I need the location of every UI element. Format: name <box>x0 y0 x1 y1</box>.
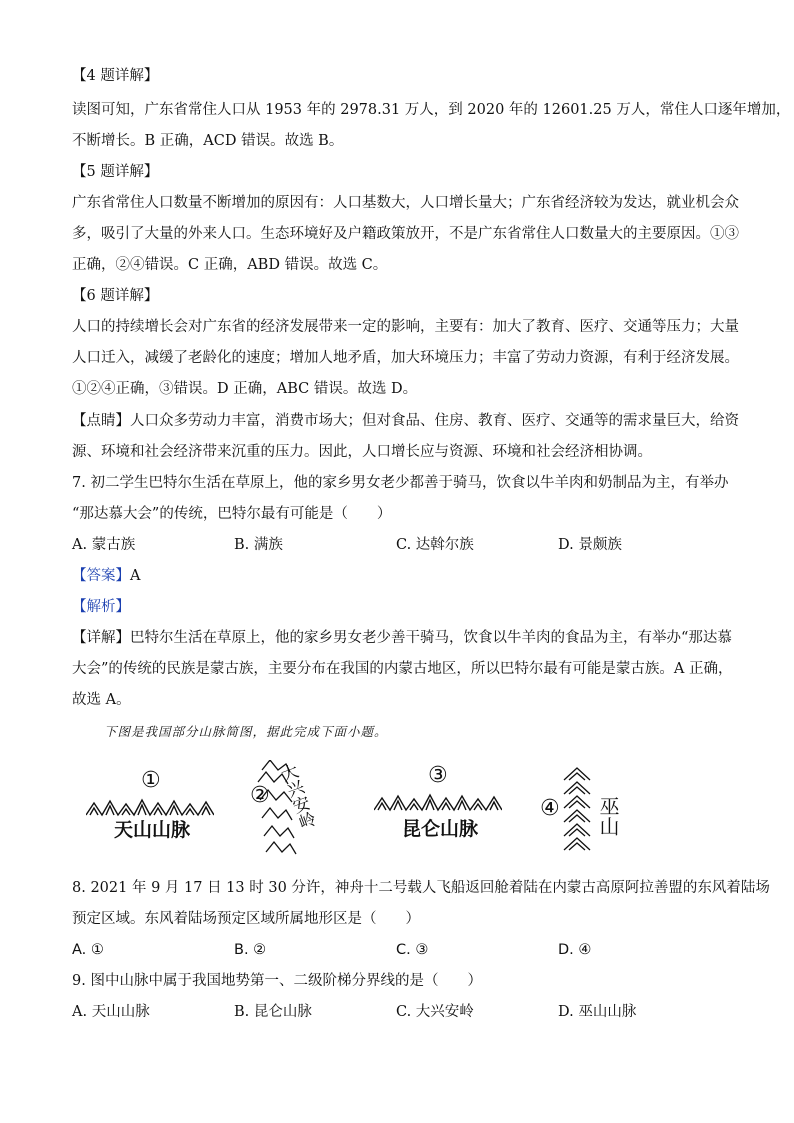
q8-option-b: B. ② <box>234 942 267 958</box>
answer-line <box>72 566 140 586</box>
paragraph-line: 广东省常住人口数量不断增加的原因有：人口基数大，人口增长量大；广东省经济较为发达，就业机会众 <box>72 195 739 211</box>
section-heading-q5: 【5 题详解】 <box>72 164 159 180</box>
paragraph-line: 人口的持续增长会对广东省的经济发展带来一定的影响，主要有：加大了教育、医疗、交通等压力；大量 <box>72 319 739 335</box>
paragraph-line: 正确，②④错误。C 正确，ABD 错误。故选 C。 <box>72 257 388 273</box>
answer-label: 【答案】 <box>72 568 130 584</box>
mountain-3-number: ③ <box>428 763 448 788</box>
mountain-range-icon <box>86 795 214 817</box>
analysis-label: 【解析】 <box>72 599 130 615</box>
paragraph-line: 人口迁入，减缓了老龄化的速度；增加人地矛盾，加大环境压力；丰富了劳动力资源，有利于经济发展。 <box>72 350 739 366</box>
section-heading-q6: 【6 题详解】 <box>72 288 159 304</box>
mountain-4-label: 巫山 <box>596 796 620 836</box>
mountain-2-label: 大兴安岭 <box>275 761 318 833</box>
q7-option-c: C. 达斡尔族 <box>396 537 474 553</box>
question-7-stem: 7. 初二学生巴特尔生活在草原上，他的家乡男女老少都善于骑马，饮食以牛羊肉和奶制品为主，有举办 <box>72 475 729 491</box>
question-8-stem: 8. 2021 年 9 月 17 日 13 时 30 分许，神舟十二号载人飞船返回舱着陆在内蒙古高原阿拉善盟的东风着陆场 <box>72 880 770 896</box>
question-7-stem: “那达慕大会”的传统，巴特尔最有可能是（ ） <box>72 506 392 522</box>
q7-option-d: D. 景颇族 <box>558 537 622 553</box>
detail-paragraph-line: 大会”的传统的民族是蒙古族，主要分布在我国的内蒙古地区，所以巴特尔最有可能是蒙古族。A 正确， <box>72 661 733 677</box>
mountain-3-label: 昆仑山脉 <box>402 818 479 840</box>
mountain-range-icon <box>562 766 592 858</box>
detail-paragraph-line: 【详解】巴特尔生活在草原上，他的家乡男女老少善干骑马，饮食以牛羊肉的食品为主，有举办“那达慕 <box>72 630 732 646</box>
q7-option-a: A. 蒙古族 <box>72 537 136 553</box>
q9-option-b: B. 昆仑山脉 <box>234 1004 312 1020</box>
q7-option-b: B. 满族 <box>234 537 283 553</box>
question-9-stem: 9. 图中山脉中属于我国地势第一、二级阶梯分界线的是（ ） <box>72 973 482 989</box>
q8-option-d: D. ④ <box>558 942 592 958</box>
mountain-4-number: ④ <box>540 796 560 821</box>
mountain-1-number: ① <box>141 768 161 793</box>
q8-option-a: A. ① <box>72 942 104 958</box>
mountain-range-icon <box>374 790 502 812</box>
paragraph-line: ①②④正确，③错误。D 正确，ABC 错误。故选 D。 <box>72 381 418 397</box>
paragraph-line: 读图可知，广东省常住人口从 1953 年的 2978.31 万人，到 2020 年的 12601.25 万人，常住人口逐年增加， <box>72 102 791 118</box>
paragraph-line: 不断增长。B 正确，ACD 错误。故选 B。 <box>72 133 344 149</box>
figure-caption: 下图是我国部分山脉简图，据此完成下面小题。 <box>104 724 388 739</box>
mountain-2-number: ② <box>250 783 270 808</box>
section-heading-q4: 【4 题详解】 <box>72 68 159 84</box>
tip-paragraph-line: 源、环境和社会经济带来沉重的压力。因此，人口增长应与资源、环境和社会经济相协调。 <box>72 444 652 460</box>
detail-paragraph-line: 故选 A。 <box>72 692 131 708</box>
q9-option-a: A. 天山山脉 <box>72 1004 150 1020</box>
q9-option-d: D. 巫山山脉 <box>558 1004 637 1020</box>
q9-option-c: C. 大兴安岭 <box>396 1004 474 1020</box>
mountain-1-label: 天山山脉 <box>114 819 191 841</box>
question-8-stem: 预定区域。东风着陆场预定区域所属地形区是（ ） <box>72 911 420 927</box>
q8-option-c: C. ③ <box>396 942 429 958</box>
paragraph-line: 多，吸引了大量的外来人口。生态环境好及户籍政策放开，不是广东省常住人口数量大的主要原因。①③ <box>72 226 739 242</box>
answer-value: A <box>130 568 141 584</box>
tip-paragraph-line: 【点睛】人口众多劳动力丰富，消费市场大；但对食品、住房、教育、医疗、交通等的需求量巨大，给资 <box>72 413 739 429</box>
